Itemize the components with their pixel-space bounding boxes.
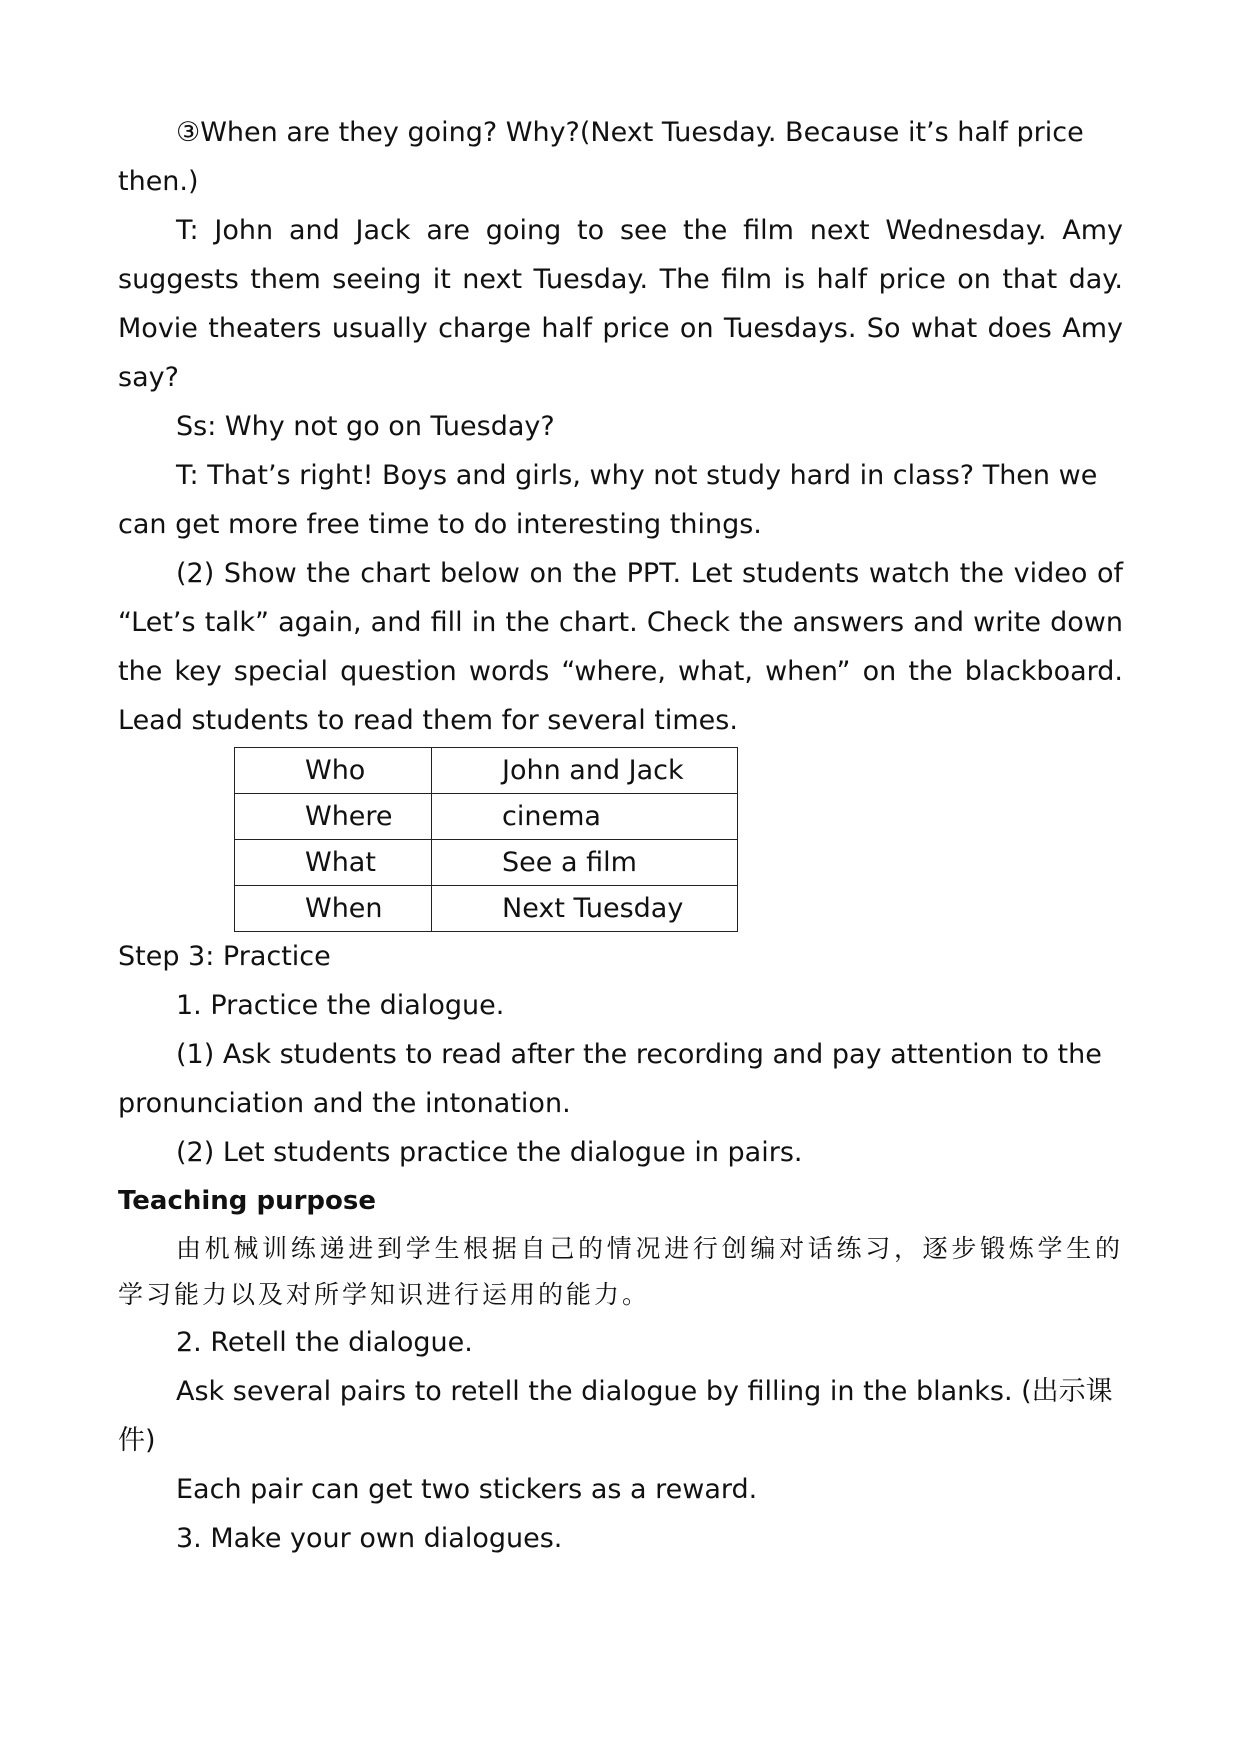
practice-item-1b: (2) Let students practice the dialogue in pairs. (176, 1137, 803, 1168)
teaching-purpose-text: 由机械训练递进到学生根据自己的情况进行创编对话练习，逐步锻炼学生的学习能力以及对所学知识进行运用的能力。 (118, 1234, 1123, 1309)
teacher-paragraph-1: T: John and Jack are going to see the film next Wednesday. Amy suggests them seeing it next Tuesday. The film is half price on that day. Movie theaters usually charge half price on Tuesdays. So what does Amy say? (118, 215, 1123, 393)
practice-item-2a: Ask several pairs to retell the dialogue by filling in the blanks. (出示课件) (118, 1376, 1113, 1456)
chart-label: What (235, 840, 432, 886)
document-page (118, 108, 1123, 1563)
practice-item-1: 1. Practice the dialogue. (176, 990, 505, 1021)
teaching-purpose-heading: Teaching purpose (118, 1186, 376, 1216)
table-row (235, 886, 738, 932)
step-3-title: Step 3: Practice (118, 941, 331, 972)
chart-label: When (235, 886, 432, 932)
practice-item-2b: Each pair can get two stickers as a reward. (176, 1474, 758, 1505)
students-answer: Ss: Why not go on Tuesday? (176, 411, 555, 442)
table-row (235, 840, 738, 886)
teacher-paragraph-2: T: That’s right! Boys and girls, why not study hard in class? Then we can get more free time to do interesting things. (118, 460, 1098, 540)
chart-value: cinema (432, 794, 738, 840)
chart-label: Who (235, 748, 432, 794)
chart-value: John and Jack (432, 748, 738, 794)
table-row (235, 748, 738, 794)
chart-value: Next Tuesday (432, 886, 738, 932)
instruction-paragraph-2: (2) Show the chart below on the PPT. Let students watch the video of “Let’s talk” again, and fill in the chart. Check the answers and write down the key special question words “where, what, when” on the blackboard. Lead students to read them for several times. (118, 558, 1123, 736)
info-chart (234, 747, 738, 932)
question-3: ③When are they going? Why?(Next Tuesday. Because it’s half price then.) (118, 117, 1084, 197)
chart-label: Where (235, 794, 432, 840)
practice-item-3: 3. Make your own dialogues. (176, 1523, 563, 1554)
practice-item-1a: (1) Ask students to read after the recording and pay attention to the pronunciation and the intonation. (118, 1039, 1102, 1119)
chart-value: See a film (432, 840, 738, 886)
practice-item-2: 2. Retell the dialogue. (176, 1327, 473, 1358)
table-row (235, 794, 738, 840)
